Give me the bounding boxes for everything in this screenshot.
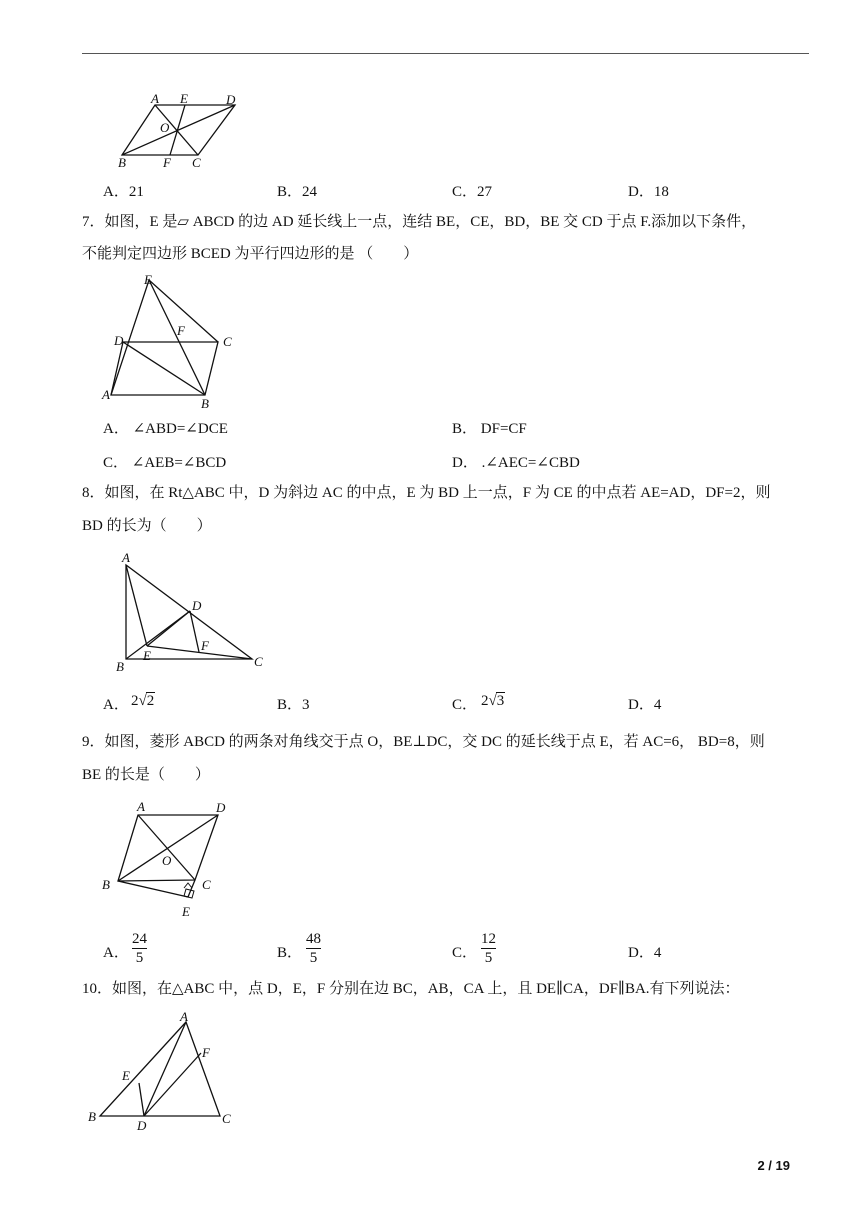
q6-label-C: C — [192, 155, 201, 170]
q9-option-b-fraction: 48 5 — [306, 931, 321, 966]
q7-stem-line1: 7．如图，E 是▱ ABCD 的边 AD 延长线上一点，连结 BE，CE，BD，BE 交 CD 于点 F.添加以下条件， — [82, 214, 757, 230]
q6-label-E: E — [180, 91, 188, 106]
q8-stem-line2: BD 的长为（ ） — [82, 518, 212, 534]
q7-option-c[interactable]: C． ∠AEB=∠BCD — [103, 455, 227, 471]
q8-label-A: A — [122, 550, 130, 565]
q9-option-d[interactable]: D．4 — [628, 945, 662, 961]
q8-stem-line1: 8．如图，在 Rt△ABC 中，D 为斜边 AC 的中点，E 为 BD 上一点，F 为 CE 的中点若 AE=AD，DF=2，则 — [82, 485, 771, 501]
q10-label-E: E — [122, 1068, 130, 1083]
q9-label-A: A — [137, 799, 145, 814]
q7-stem-line2: 不能判定四边形 BCED 为平行四边形的是 （ ） — [82, 246, 419, 262]
q10-label-B: B — [88, 1109, 96, 1124]
q10-stem-line1: 10．如图，在△ABC 中，点 D，E，F 分别在边 BC，AB，CA 上，且 DE∥CA，DF∥BA.有下列说法： — [82, 981, 740, 997]
q9-label-D: D — [216, 800, 226, 815]
page-number: 2 / 19 — [757, 1158, 790, 1173]
q8-option-a-letter[interactable]: A． — [103, 697, 129, 713]
q10-label-F: F — [202, 1045, 210, 1060]
q8-label-D: D — [192, 598, 202, 613]
q6-label-D: D — [226, 92, 236, 107]
q6-label-B: B — [118, 155, 126, 170]
q9-option-c-fraction: 12 5 — [481, 931, 496, 966]
q9-label-O: O — [162, 853, 172, 868]
q6-label-O: O — [160, 120, 170, 135]
q8-label-B: B — [116, 659, 124, 674]
q8-option-b[interactable]: B．3 — [277, 697, 310, 713]
header-rule — [82, 53, 809, 54]
q9-stem-line2: BE 的长是（ ） — [82, 767, 210, 783]
q6-option-d[interactable]: D．18 — [628, 184, 669, 200]
q8-option-a-value: 2√2 — [131, 693, 155, 709]
q6-option-b[interactable]: B．24 — [277, 184, 318, 200]
q9-label-B: B — [102, 877, 110, 892]
q8-label-F: F — [201, 638, 209, 653]
q7-parallelogram-figure — [98, 268, 248, 413]
q6-label-F: F — [163, 155, 171, 170]
q6-option-c[interactable]: C．27 — [452, 184, 493, 200]
q7-option-b[interactable]: B． DF=CF — [452, 421, 527, 437]
q9-label-E: E — [182, 904, 190, 919]
q9-rhombus-figure — [98, 795, 243, 925]
q10-triangle-figure — [84, 1010, 244, 1132]
q8-option-d[interactable]: D．4 — [628, 697, 662, 713]
q6-label-A: A — [151, 91, 159, 106]
q9-option-a-fraction: 24 5 — [132, 931, 147, 966]
q8-label-E: E — [143, 648, 151, 663]
q7-label-A: A — [102, 387, 110, 402]
q9-option-b-letter[interactable]: B． — [277, 945, 303, 961]
q9-stem-line1: 9．如图，菱形 ABCD 的两条对角线交于点 O，BE⊥DC，交 DC 的延长线于点 E，若 AC=6， BD=8，则 — [82, 734, 765, 750]
q7-label-C: C — [223, 334, 232, 349]
q10-label-A: A — [180, 1009, 188, 1024]
q9-option-a-letter[interactable]: A． — [103, 945, 129, 961]
q7-option-d[interactable]: D． .∠AEC=∠CBD — [452, 455, 580, 471]
q9-label-C: C — [202, 877, 211, 892]
q7-label-B: B — [201, 396, 209, 411]
q7-option-a[interactable]: A． ∠ABD=∠DCE — [103, 421, 228, 437]
q8-right-triangle-figure — [112, 548, 272, 673]
q10-label-C: C — [222, 1111, 231, 1126]
q7-label-F: F — [177, 323, 185, 338]
q7-label-E: E — [144, 272, 152, 287]
q9-option-c-letter[interactable]: C． — [452, 945, 478, 961]
q8-option-c-letter[interactable]: C． — [452, 697, 478, 713]
q6-option-a[interactable]: A．21 — [103, 184, 144, 200]
q8-option-c-value: 2√3 — [481, 693, 505, 709]
q7-label-D: D — [114, 333, 124, 348]
q8-label-C: C — [254, 654, 263, 669]
q6-parallelogram-figure — [110, 88, 250, 170]
q10-label-D: D — [137, 1118, 147, 1133]
